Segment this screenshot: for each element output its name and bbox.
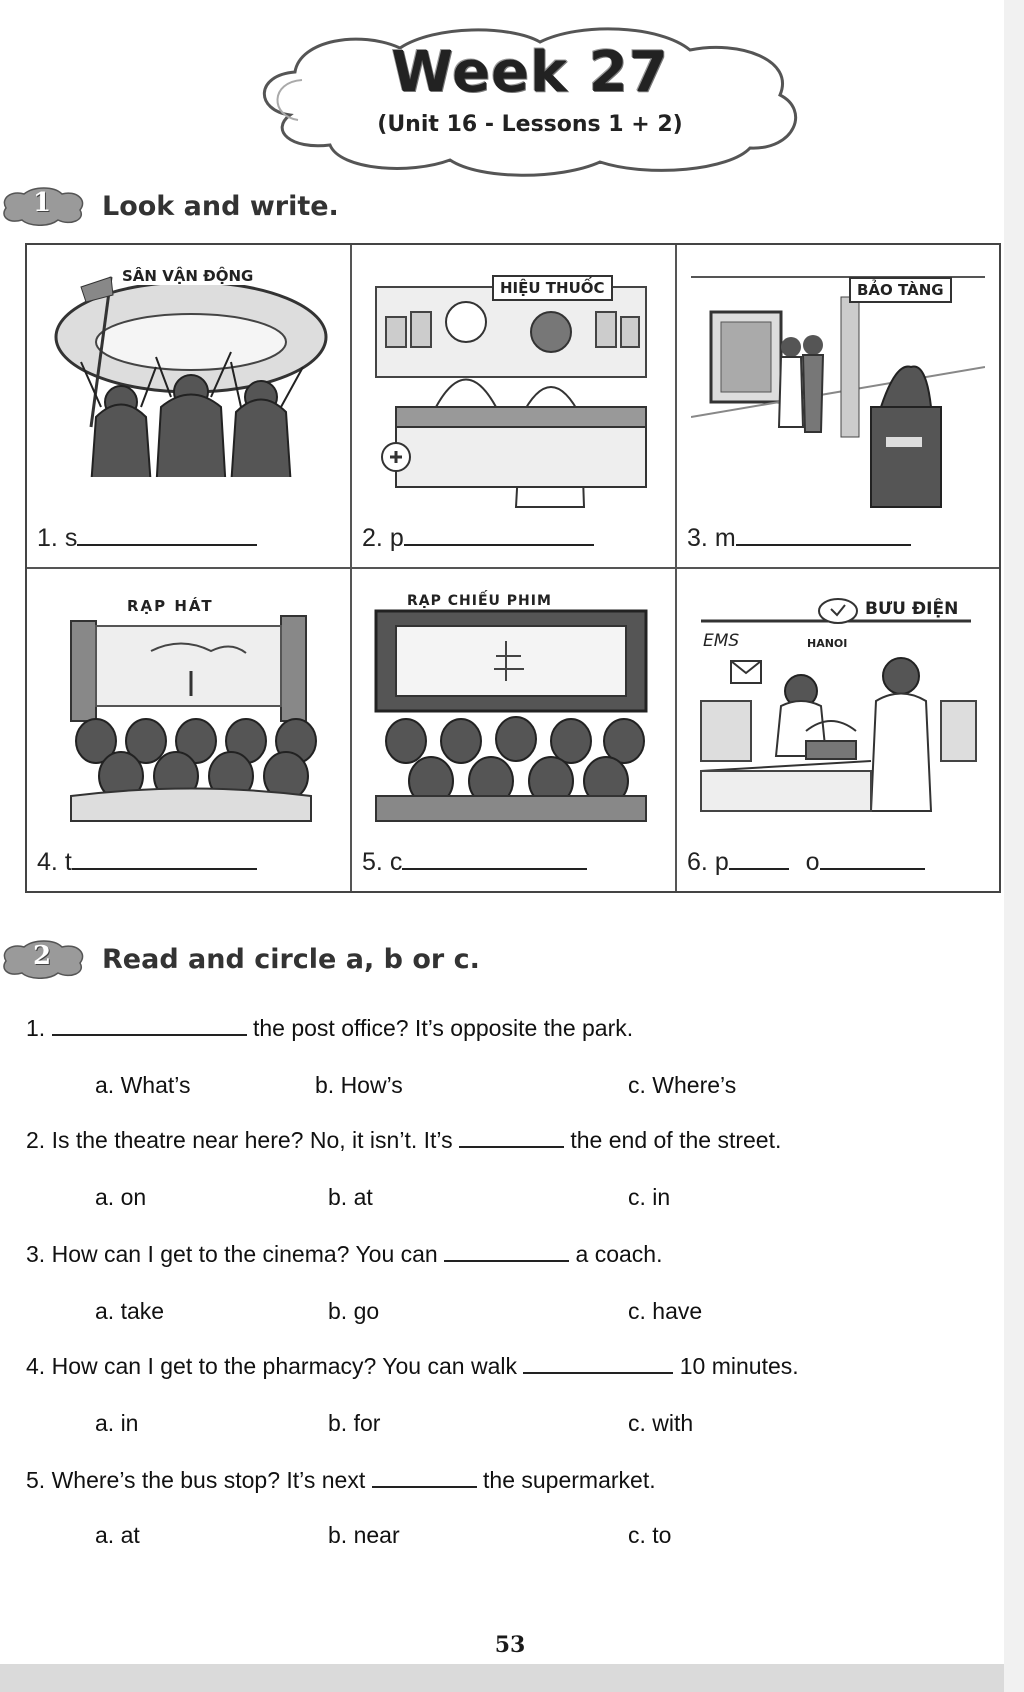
letter-prefix: c — [389, 848, 403, 876]
question-2 — [26, 1126, 781, 1154]
hanoi-label: HANOI — [807, 637, 848, 650]
option-a[interactable]: a. on — [95, 1184, 147, 1210]
question-text-after: the post office? It’s opposite the park. — [252, 1015, 634, 1041]
answer-line-6[interactable] — [687, 848, 925, 877]
page-title: Week 27 — [391, 40, 669, 105]
section-number-badge — [0, 939, 88, 979]
answer-blank[interactable] — [444, 1240, 569, 1262]
option-b[interactable]: b. for — [328, 1410, 381, 1436]
question-text-after: 10 minutes. — [679, 1353, 799, 1379]
grid-cell-1 — [27, 245, 352, 569]
option-a[interactable]: a. take — [95, 1298, 165, 1324]
option-a[interactable]: a. What’s — [95, 1072, 191, 1098]
grid-cell-6 — [677, 569, 999, 891]
question-5 — [26, 1466, 656, 1494]
answer-blank[interactable] — [523, 1352, 673, 1374]
section-number: 1 — [32, 188, 52, 218]
option-c[interactable]: c. with — [628, 1410, 694, 1436]
post-logo-icon — [817, 597, 859, 625]
question-text-after: the end of the street. — [570, 1127, 782, 1153]
question-number: 4. — [26, 1353, 46, 1379]
item-number: 5. — [362, 848, 383, 876]
answer-blank[interactable] — [72, 868, 257, 870]
answer-blank[interactable] — [402, 868, 587, 870]
section-title: Look and write. — [102, 190, 339, 222]
picture-grid — [25, 243, 1001, 893]
answer-blank-2[interactable] — [820, 868, 925, 870]
answer-blank[interactable] — [729, 868, 789, 870]
answer-line-4[interactable] — [37, 848, 257, 877]
letter-prefix: p — [389, 524, 404, 552]
option-b[interactable]: b. go — [328, 1298, 380, 1324]
stadium-picture — [41, 257, 335, 513]
grid-cell-5 — [352, 569, 677, 891]
answer-blank[interactable] — [459, 1126, 564, 1148]
answer-blank[interactable] — [736, 544, 911, 546]
page-number: 53 — [494, 1632, 526, 1658]
answer-blank[interactable] — [372, 1466, 477, 1488]
question-text-after: the supermarket. — [483, 1467, 656, 1493]
unit-subtitle: (Unit 16 - Lessons 1 + 2) — [377, 112, 683, 137]
question-text-before: How can I get to the cinema? You can — [51, 1241, 438, 1267]
option-c[interactable]: c. Where’s — [628, 1072, 737, 1098]
letter-prefix: m — [714, 524, 736, 552]
grid-cell-3 — [677, 245, 999, 569]
question-number: 1. — [26, 1015, 46, 1041]
letter-prefix: s — [64, 524, 78, 552]
answer-line-2[interactable] — [362, 524, 594, 553]
section-2-header — [0, 935, 480, 983]
item-number: 1. — [37, 524, 58, 552]
option-b[interactable]: b. near — [328, 1522, 400, 1548]
footer-bar — [0, 1664, 1004, 1692]
grid-cell-2 — [352, 245, 677, 569]
letter-prefix-2: o — [805, 848, 820, 876]
question-number: 5. — [26, 1467, 46, 1493]
letter-prefix: p — [714, 848, 729, 876]
answer-line-1[interactable] — [37, 524, 257, 553]
page-edge — [1004, 0, 1024, 1692]
option-b[interactable]: b. How’s — [315, 1072, 403, 1098]
option-c[interactable]: c. to — [628, 1522, 672, 1548]
item-number: 4. — [37, 848, 58, 876]
letter-prefix: t — [64, 848, 72, 876]
section-title: Read and circle a, b or c. — [102, 943, 480, 975]
option-c[interactable]: c. have — [628, 1298, 703, 1324]
question-text-before: Is the theatre near here? No, it isn’t. It’s — [51, 1127, 453, 1153]
answer-line-5[interactable] — [362, 848, 587, 877]
section-1-header — [0, 182, 339, 230]
question-3 — [26, 1240, 662, 1268]
option-b[interactable]: b. at — [328, 1184, 373, 1210]
question-text-before: Where’s the bus stop? It’s next — [51, 1467, 366, 1493]
grid-cell-4 — [27, 569, 352, 891]
answer-blank[interactable] — [52, 1014, 247, 1036]
item-number: 6. — [687, 848, 708, 876]
museum-sign: BẢO TÀNG — [849, 277, 952, 303]
cinema-sign: RẠP CHIẾU PHIM — [407, 593, 552, 609]
option-c[interactable]: c. in — [628, 1184, 671, 1210]
cinema-picture — [366, 581, 660, 837]
pharmacy-sign: HIỆU THUỐC — [492, 275, 613, 301]
question-number: 2. — [26, 1127, 46, 1153]
option-a[interactable]: a. at — [95, 1522, 140, 1548]
answer-line-3[interactable] — [687, 524, 911, 553]
ems-label: EMS — [703, 631, 740, 651]
item-number: 2. — [362, 524, 383, 552]
post-office-sign: BƯU ĐIỆN — [865, 599, 959, 619]
question-number: 3. — [26, 1241, 46, 1267]
section-number-badge — [0, 186, 88, 226]
option-a[interactable]: a. in — [95, 1410, 139, 1436]
item-number: 3. — [687, 524, 708, 552]
question-4 — [26, 1352, 799, 1380]
question-1 — [26, 1014, 633, 1042]
section-number: 2 — [32, 941, 52, 971]
stadium-sign: SÂN VẬN ĐỘNG — [122, 267, 254, 285]
answer-blank[interactable] — [77, 544, 257, 546]
question-text-after: a coach. — [575, 1241, 663, 1267]
answer-blank[interactable] — [404, 544, 594, 546]
theatre-picture — [41, 581, 335, 837]
theatre-sign: RẠP HÁT — [127, 597, 214, 615]
question-text-before: How can I get to the pharmacy? You can walk — [51, 1353, 517, 1379]
